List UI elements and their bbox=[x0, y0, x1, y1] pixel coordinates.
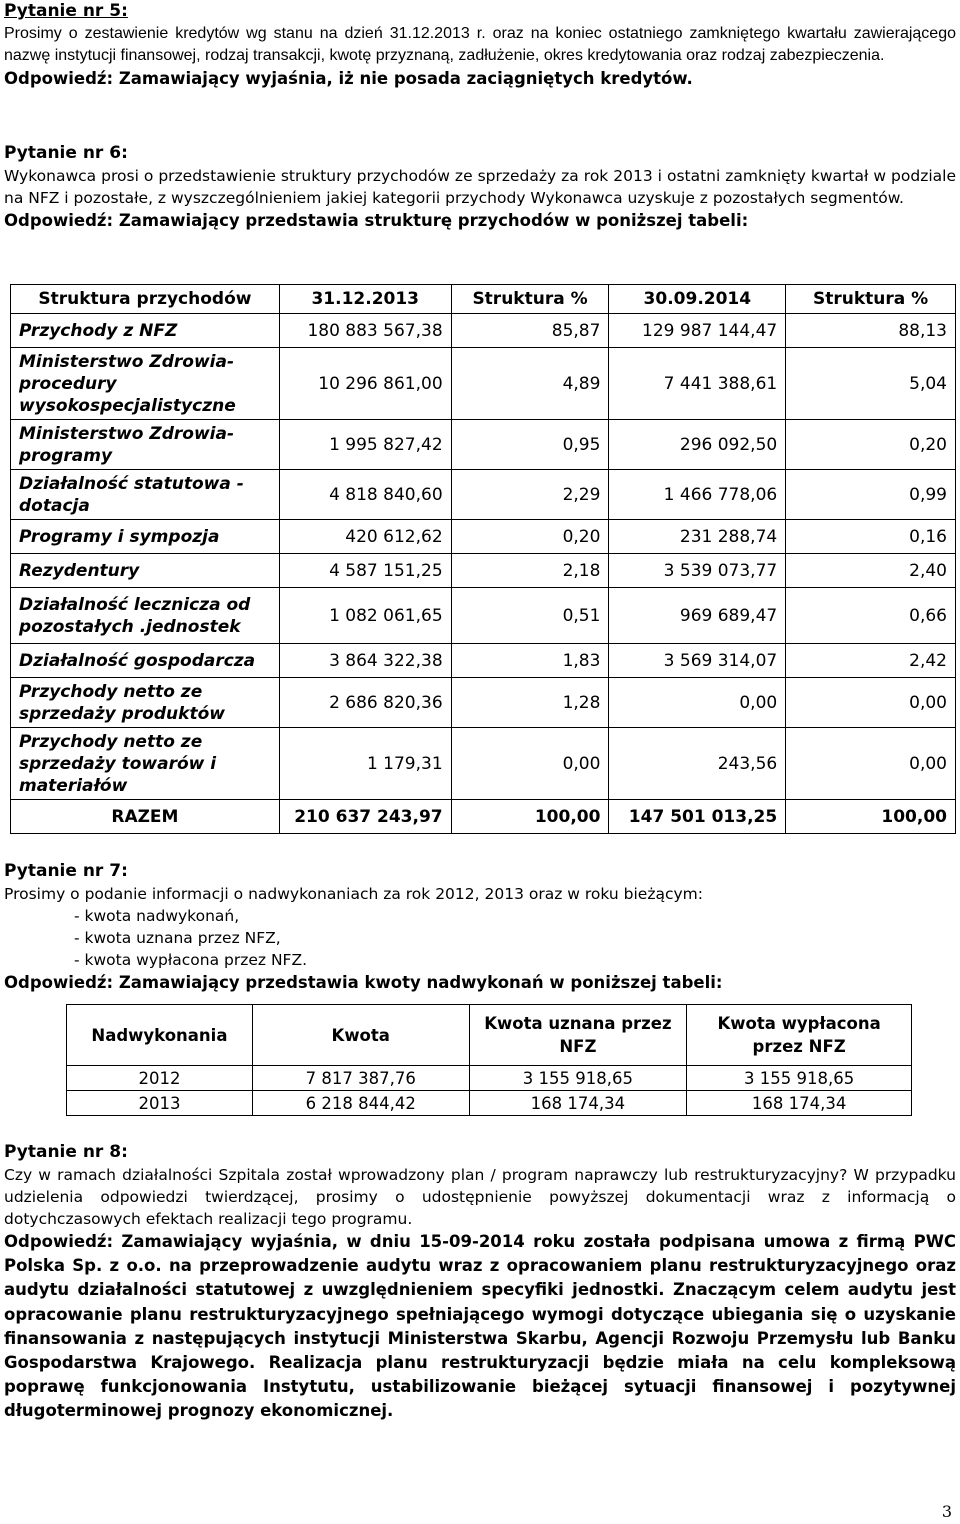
table-row bbox=[11, 588, 956, 644]
year-cell: 2013 bbox=[67, 1091, 253, 1116]
table-row bbox=[11, 348, 956, 420]
column-header: 31.12.2013 bbox=[279, 285, 451, 314]
row-label: Ministerstwo Zdrowia- procedury wysokospecjalistyczne bbox=[11, 348, 280, 420]
question-8 bbox=[4, 1141, 956, 1424]
value-2013: 4 818 840,60 bbox=[279, 470, 451, 520]
question-7-text: Prosimy o podanie informacji o nadwykonaniach za rok 2012, 2013 oraz w roku bieżącym: bbox=[4, 885, 703, 903]
share-2014: 0,00 bbox=[786, 728, 956, 800]
value-2013: 10 296 861,00 bbox=[279, 348, 451, 420]
share-2013: 85,87 bbox=[451, 314, 609, 348]
total-value-2014: 147 501 013,25 bbox=[609, 800, 786, 834]
question-7-title: Pytanie nr 7: bbox=[4, 861, 128, 881]
share-2013: 0,95 bbox=[451, 420, 609, 470]
share-2014: 5,04 bbox=[786, 348, 956, 420]
share-2013: 2,18 bbox=[451, 554, 609, 588]
revenue-structure-table bbox=[10, 284, 956, 834]
value-2013: 1 179,31 bbox=[279, 728, 451, 800]
column-header: Kwota wypłacona przez NFZ bbox=[687, 1005, 912, 1066]
row-label: Przychody netto ze sprzedaży produktów bbox=[11, 678, 280, 728]
year-cell: 2012 bbox=[67, 1066, 253, 1091]
column-header: Kwota bbox=[252, 1005, 469, 1066]
question-7 bbox=[4, 860, 956, 994]
value-2014: 3 569 314,07 bbox=[609, 644, 786, 678]
question-6 bbox=[4, 142, 956, 232]
amount-cell: 7 817 387,76 bbox=[252, 1066, 469, 1091]
row-label: Przychody netto ze sprzedaży towarów i materiałów bbox=[11, 728, 280, 800]
row-label: Działalność lecznicza od pozostałych .jednostek bbox=[11, 588, 280, 644]
question-5-title: Pytanie nr 5: bbox=[4, 1, 128, 21]
table-row bbox=[11, 554, 956, 588]
share-2014: 0,16 bbox=[786, 520, 956, 554]
share-2014: 0,20 bbox=[786, 420, 956, 470]
table-row bbox=[11, 644, 956, 678]
list-item: - kwota uznana przez NFZ, bbox=[74, 929, 281, 947]
value-2014: 1 466 778,06 bbox=[609, 470, 786, 520]
value-2013: 180 883 567,38 bbox=[279, 314, 451, 348]
table-row bbox=[67, 1066, 912, 1091]
share-2013: 0,51 bbox=[451, 588, 609, 644]
total-row bbox=[11, 800, 956, 834]
overperformance-table bbox=[66, 1004, 912, 1116]
value-2013: 3 864 322,38 bbox=[279, 644, 451, 678]
recognized-cell: 3 155 918,65 bbox=[469, 1066, 687, 1091]
column-header: Struktura przychodów bbox=[11, 285, 280, 314]
question-6-text: Wykonawca prosi o przedstawienie struktury przychodów ze sprzedaży za rok 2013 i ostatni zamknięty kwartał w podziale na NFZ i pozostałe, z wyszczególnieniem jakiej kategorii przychody Wykonawca uzyskuje z pozostałych segmentów. bbox=[4, 167, 956, 207]
column-header: Struktura % bbox=[786, 285, 956, 314]
value-2014: 296 092,50 bbox=[609, 420, 786, 470]
page-number: 3 bbox=[941, 1502, 952, 1521]
share-2013: 0,20 bbox=[451, 520, 609, 554]
share-2013: 2,29 bbox=[451, 470, 609, 520]
question-7-list bbox=[4, 905, 956, 971]
value-2014: 969 689,47 bbox=[609, 588, 786, 644]
row-label: Programy i sympozja bbox=[11, 520, 280, 554]
value-2014: 243,56 bbox=[609, 728, 786, 800]
total-label: RAZEM bbox=[11, 800, 280, 834]
column-header: Nadwykonania bbox=[67, 1005, 253, 1066]
column-header: Kwota uznana przez NFZ bbox=[469, 1005, 687, 1066]
question-5 bbox=[4, 0, 956, 90]
row-label: Ministerstwo Zdrowia- programy bbox=[11, 420, 280, 470]
question-8-answer: Odpowiedź: Zamawiający wyjaśnia, w dniu 15-09-2014 roku została podpisana umowa z firmą PWC Polska Sp. z o.o. na przeprowadzenie audytu wraz z opracowaniem planu restrukturyzacyjnego oraz audytu działalności statutowej z uwzględnieniem specyfiki jednostki. Znaczącym celem audytu jest opracowanie planu restrukturyzacyjnego spełniającego wymogi dotyczące ubiegania się o uzyskanie finansowania z następujących instytucji Ministerstwa Skarbu, Agencji Rozwoju Przemysłu lub Banku Gospodarstwa Krajowego. Realizacja planu restrukturyzacji będzie miała na celu kompleksową poprawę funkcjonowania Instytutu, ustabilizowanie bieżącej sytuacji finansowej i pozytywnej długoterminowej prognozy ekonomicznej. bbox=[4, 1232, 956, 1421]
table-header-row bbox=[11, 285, 956, 314]
value-2014: 7 441 388,61 bbox=[609, 348, 786, 420]
share-2014: 0,66 bbox=[786, 588, 956, 644]
amount-cell: 6 218 844,42 bbox=[252, 1091, 469, 1116]
share-2014: 88,13 bbox=[786, 314, 956, 348]
value-2014: 0,00 bbox=[609, 678, 786, 728]
value-2014: 129 987 144,47 bbox=[609, 314, 786, 348]
question-5-answer: Odpowiedź: Zamawiający wyjaśnia, iż nie posada zaciągniętych kredytów. bbox=[4, 69, 693, 88]
value-2014: 231 288,74 bbox=[609, 520, 786, 554]
column-header: 30.09.2014 bbox=[609, 285, 786, 314]
question-8-title: Pytanie nr 8: bbox=[4, 1142, 128, 1162]
share-2013: 4,89 bbox=[451, 348, 609, 420]
list-item: - kwota nadwykonań, bbox=[74, 907, 240, 925]
total-share-2014: 100,00 bbox=[786, 800, 956, 834]
paid-cell: 3 155 918,65 bbox=[687, 1066, 912, 1091]
list-item: - kwota wypłacona przez NFZ. bbox=[74, 951, 308, 969]
row-label: Rezydentury bbox=[11, 554, 280, 588]
table-row bbox=[11, 314, 956, 348]
paid-cell: 168 174,34 bbox=[687, 1091, 912, 1116]
table-row bbox=[11, 470, 956, 520]
value-2014: 3 539 073,77 bbox=[609, 554, 786, 588]
table-row bbox=[11, 420, 956, 470]
recognized-cell: 168 174,34 bbox=[469, 1091, 687, 1116]
value-2013: 1 995 827,42 bbox=[279, 420, 451, 470]
share-2014: 0,00 bbox=[786, 678, 956, 728]
table-row bbox=[11, 728, 956, 800]
question-8-text: Czy w ramach działalności Szpitala został wprowadzony plan / program naprawczy lub restrukturyzacyjny? W przypadku udzielenia odpowiedzi twierdzącej, prosimy o udostępnienie powyższej dokumentacji wraz z informacją o dotychczasowych efektach realizacji tego programu. bbox=[4, 1166, 956, 1228]
share-2013: 1,28 bbox=[451, 678, 609, 728]
question-5-text: Prosimy o zestawienie kredytów wg stanu na dzień 31.12.2013 r. oraz na koniec ostatniego zamkniętego kwartału zawierającego nazwę instytucji finansowej, rodzaj transakcji, kwotę przyznaną, zadłużenie, okres kredytowania oraz rodzaj zabezpieczenia. bbox=[4, 25, 956, 64]
row-label: Przychody z NFZ bbox=[11, 314, 280, 348]
table-row bbox=[67, 1091, 912, 1116]
value-2013: 1 082 061,65 bbox=[279, 588, 451, 644]
table-row bbox=[11, 678, 956, 728]
question-6-title: Pytanie nr 6: bbox=[4, 143, 128, 163]
share-2014: 2,40 bbox=[786, 554, 956, 588]
share-2013: 1,83 bbox=[451, 644, 609, 678]
total-value-2013: 210 637 243,97 bbox=[279, 800, 451, 834]
question-6-answer: Odpowiedź: Zamawiający przedstawia strukturę przychodów w poniższej tabeli: bbox=[4, 211, 749, 230]
total-share-2013: 100,00 bbox=[451, 800, 609, 834]
share-2014: 0,99 bbox=[786, 470, 956, 520]
question-7-answer: Odpowiedź: Zamawiający przedstawia kwoty nadwykonań w poniższej tabeli: bbox=[4, 973, 723, 992]
value-2013: 4 587 151,25 bbox=[279, 554, 451, 588]
share-2014: 2,42 bbox=[786, 644, 956, 678]
value-2013: 420 612,62 bbox=[279, 520, 451, 554]
share-2013: 0,00 bbox=[451, 728, 609, 800]
row-label: Działalność gospodarcza bbox=[11, 644, 280, 678]
table-header-row bbox=[67, 1005, 912, 1066]
value-2013: 2 686 820,36 bbox=[279, 678, 451, 728]
table-row bbox=[11, 520, 956, 554]
row-label: Działalność statutowa - dotacja bbox=[11, 470, 280, 520]
column-header: Struktura % bbox=[451, 285, 609, 314]
